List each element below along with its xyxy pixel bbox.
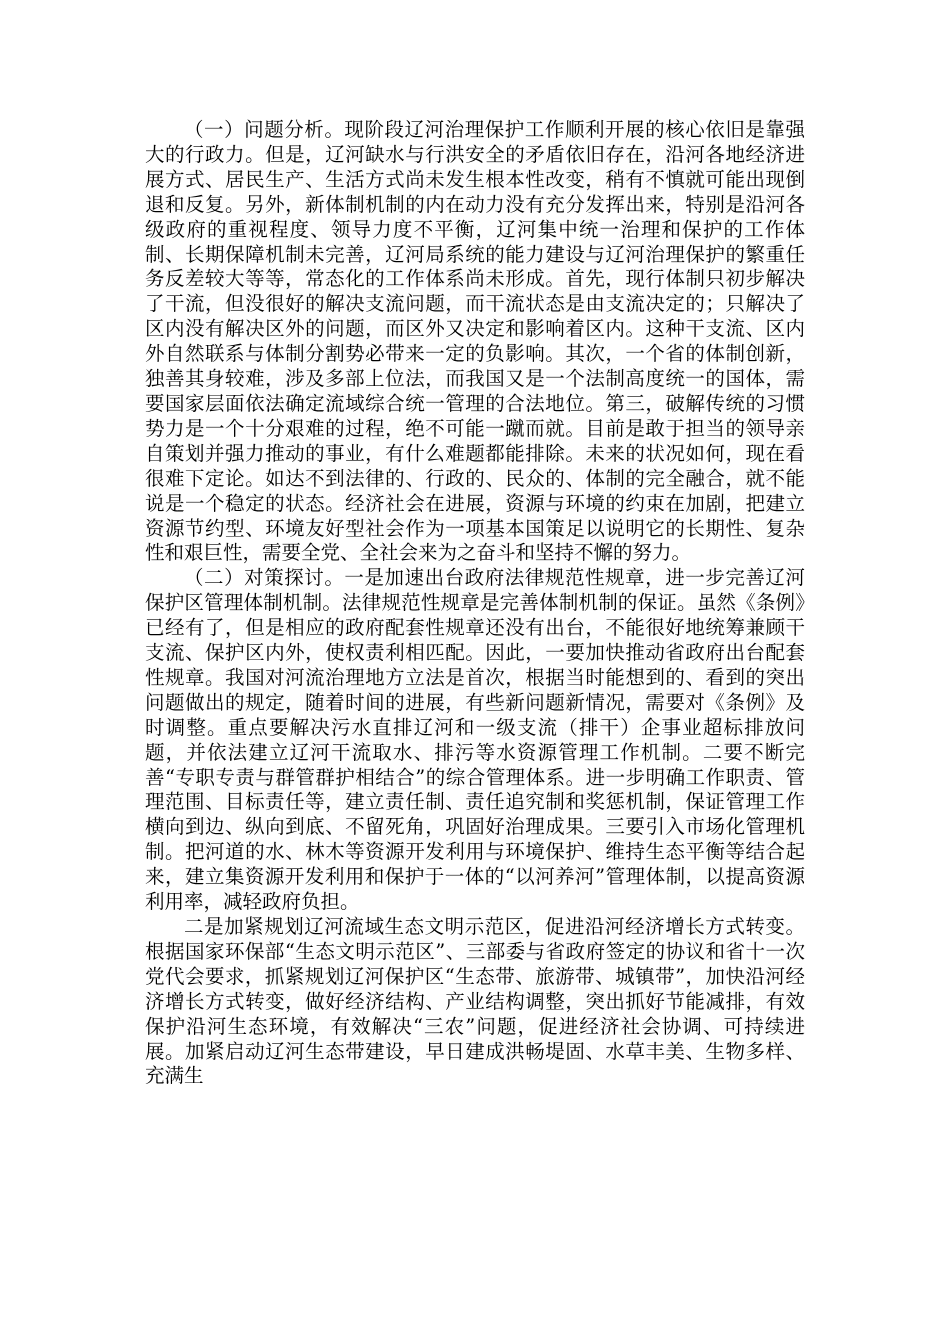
paragraph-ecological-demonstration: 二是加紧规划辽河流域生态文明示范区，促进沿河经济增长方式转变。根据国家环保部“生态文明示范区”、三部委与省政府签定的协议和省十一次党代会要求，抓紧规划辽河保护区“生态带、旅游带、城镇带”，加快沿河经济增长方式转变，做好经济结构、产业结构调整，突出抓好节能减排，有效保护沿河生态环境，有效解决“三农”问题，促进经济社会协调、可持续进展。加紧启动辽河生态带建设，早日建成洪畅堤固、水草丰美、生物多样、充满生	[145, 915, 805, 1088]
paragraph-countermeasures: （二）对策探讨。一是加速出台政府法律规范性规章，进一步完善辽河保护区管理体制机制。法律规范性规章是完善体制机制的保证。虽然《条例》已经有了，但是相应的政府配套性规章还没有出台，不能很好地统筹兼顾干支流、保护区内外，使权责利相匹配。因此，一要加快推动省政府出台配套性规章。我国对河流治理地方立法是首次，根据当时能想到的、看到的突出问题做出的规定，随着时间的进展，有些新问题新情况，需要对《条例》及时调整。重点要解决污水直排辽河和一级支流（排干）企事业超标排放问题，并依法建立辽河干流取水、排污等水资源管理工作机制。二要不断完善“专职专责与群管群护相结合”的综合管理体系。进一步明确工作职责、管理范围、目标责任等，建立责任制、责任追究制和奖惩机制，保证管理工作横向到边、纵向到底、不留死角，巩固好治理成果。三要引入市场化管理机制。把河道的水、林木等资源开发利用与环境保护、维持生态平衡等结合起来，建立集资源开发利用和保护于一体的“以河养河”管理体制，以提高资源利用率，减轻政府负担。	[145, 566, 805, 914]
paragraph-problem-analysis: （一）问题分析。现阶段辽河治理保护工作顺利开展的核心依旧是靠强大的行政力。但是，辽河缺水与行洪安全的矛盾依旧存在，沿河各地经济进展方式、居民生产、生活方式尚未发生根本性改变，稍有不慎就可能出现倒退和反复。另外，新体制机制的内在动力没有充分发挥出来，特别是沿河各级政府的重视程度、领导力度不平衡，辽河集中统一治理和保护的工作体制、长期保障机制未完善，辽河局系统的能力建设与辽河治理保护的繁重任务反差较大等等，常态化的工作体系尚未形成。首先，现行体制只初步解决了干流，但没很好的解决支流问题，而干流状态是由支流决定的；只解决了区内没有解决区外的问题，而区外又决定和影响着区内。这种干支流、区内外自然联系与体制分割势必带来一定的负影响。其次，一个省的体制创新，独善其身较难，涉及多部上位法，而我国又是一个法制高度统一的国体，需要国家层面依法确定流域综合统一管理的合法地位。第三，破解传统的习惯势力是一个十分艰难的过程，绝不可能一蹴而就。目前是敢于担当的领导亲自策划并强力推动的事业，有什么难题都能排除。未来的状况如何，现在看很难下定论。如达不到法律的、行政的、民众的、体制的完全融合，就不能说是一个稳定的状态。经济社会在进展，资源与环境的约束在加剧，把建立资源节约型、环境友好型社会作为一项基本国策足以说明它的长期性、复杂性和艰巨性，需要全党、全社会来为之奋斗和坚持不懈的努力。	[145, 118, 805, 565]
document-body	[145, 118, 805, 1089]
